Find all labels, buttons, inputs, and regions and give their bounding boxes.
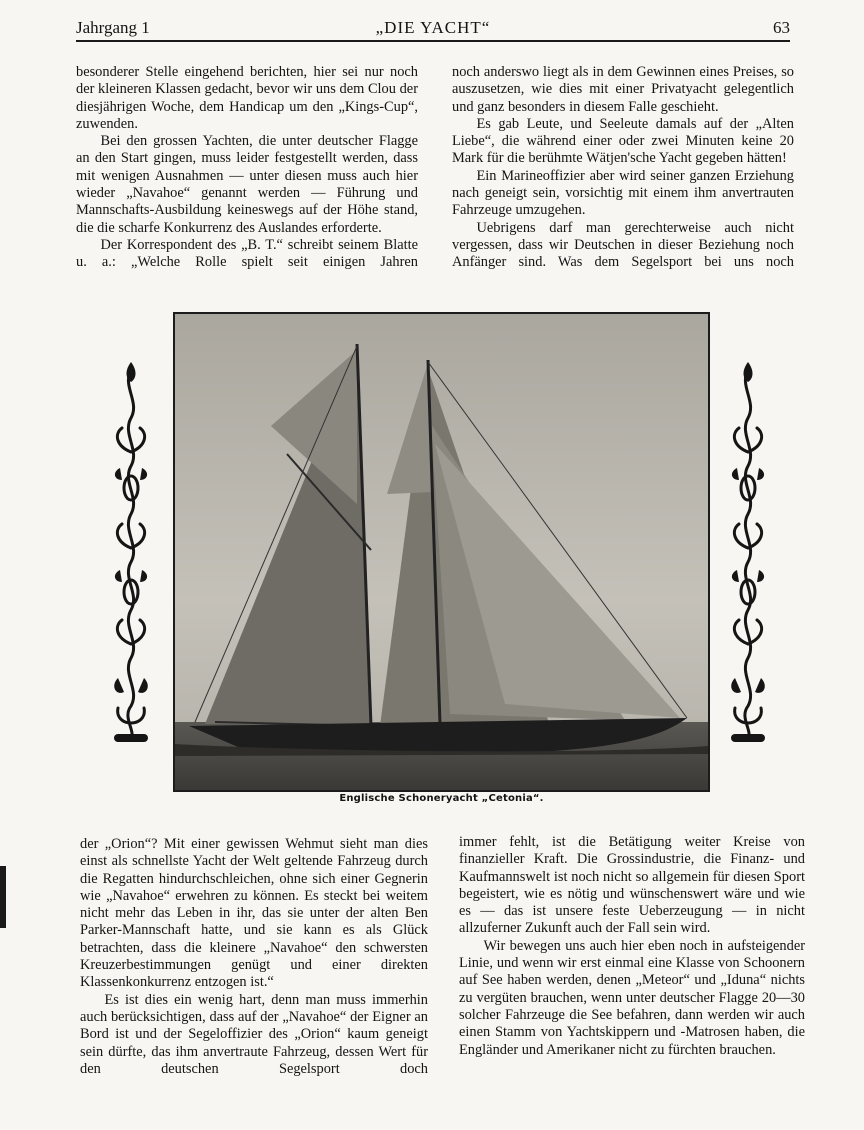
running-header: [76, 14, 790, 40]
paragraph: der „Orion“? Mit einer gewissen Wehmut sieht man dies einst als schnellste Yacht der Welt geltende Fahrzeug durch die Regatten hindurchschleichen, ohne sich einer Gegnerin wie „Navahoe“ erwehren zu können. Es steckt bei weitem nicht mehr das Leben in ihr, das sie unter der alten Ben Parker-Mannschaft hatte, und sie kann es als Glück betrachten, dass die kleinere „Navahoe“ den schwersten Kreuzerbestimmungen genügt und einer direkten Klassenkonkurrenz entzogen ist.“: [80, 836, 428, 991]
paragraph: Es ist dies ein wenig hart, denn man muss immerhin auch berücksichtigen, dass auf der „Navahoe“ der Eigner an Bord ist und der Segeloffizier des „Orion“ kaum geneigt sein dürfte, das ihm anvertraute Fahrzeug, dessen Wert für den deutschen Segelsport doch: [80, 991, 428, 1077]
schooner-illustration: [175, 314, 708, 790]
paragraph: Wir bewegen uns auch hier eben noch in aufsteigender Linie, und wenn wir erst einmal eine Klasse von Schoonern auf See haben werden, denen „Meteor“ und „Iduna“ nichts zu vergüten brauchen, wenn unter deutscher Flagge 20—30 solcher Fahrzeuge die See befahren, dann werden wir auch einen Stamm von Yachtskippern und -Matrosen haben, die Engländer und Amerikaner nicht zu fürchten brauchen.: [459, 937, 805, 1058]
binding-edge-mark: [0, 866, 6, 928]
column-bottom-left: [80, 836, 428, 1078]
column-top-right: [452, 64, 794, 272]
paragraph: immer fehlt, ist die Betätigung weiter Kreise von finanzieller Kraft. Die Grossindustrie, die Finanz- und Kaufmannswelt ist noch nicht so allgemein für diesen Sport begeistert, wie es nötig und wünschenswert wäre und wie es — das ist unsere feste Ueberzeugung — in nicht allzuferner Zukunft auch der Fall sein wird.: [459, 834, 805, 937]
paragraph: Es gab Leute, und Seeleute damals auf der „Alten Liebe“, die während einer oder zwei Minuten keine 20 Mark für die berühmte Wätjen'sche Yacht gegeben hätten!: [452, 115, 794, 167]
paragraph: besonderer Stelle eingehend berichten, hier sei nur noch der kleineren Klassen gedacht, bevor wir uns dem Clou der diesjährigen Woche, dem Handicap um den „Kings-Cup“, zuwenden.: [76, 64, 418, 132]
paragraph: Ein Marineoffizier aber wird seiner ganzen Erziehung nach geneigt sein, vorsichtig mit einem ihm anvertrauten Fahrzeuge umzugehen.: [452, 167, 794, 219]
volume-label: Jahrgang 1: [76, 18, 150, 37]
header-rule: [76, 40, 790, 42]
paragraph: Der Korrespondent des „B. T.“ schreibt seinem Blatte u. a.: „Welche Rolle spielt seit einigen Jahren: [76, 236, 418, 271]
column-bottom-right: [459, 834, 805, 1059]
column-top-left: [76, 64, 418, 272]
page-number: 63: [773, 18, 790, 37]
schooner-photograph: [173, 312, 710, 792]
paragraph: Bei den grossen Yachten, die unter deutscher Flagge an den Start gingen, muss leider festgestellt werden, dass mit wenigen Ausnahmen — unter diesen muss auch hier wieder „Navahoe“ genannt werden — Führung und Mannschafts-Ausbildung keineswegs auf der Höhe stand, die die scharfe Konkurrenz des Auslandes erforderte.: [76, 133, 418, 236]
paragraph: Uebrigens darf man gerechterweise auch nicht vergessen, dass wir Deutschen in dieser Beziehung noch Anfänger sind. Was dem Segelsport bei uns noch: [452, 219, 794, 271]
photo-caption: Englische Schoneryacht „Cetonia“.: [339, 793, 544, 804]
floral-ornament-left: [110, 356, 152, 752]
paragraph: noch anderswo liegt als in dem Gewinnen eines Preises, so auszusetzen, wie dies mit einer Privatyacht gelegentlich und ganz besonders in diesem Falle geschieht.: [452, 64, 794, 115]
journal-title: „DIE YACHT“: [375, 18, 491, 37]
floral-ornament-right: [727, 356, 769, 752]
